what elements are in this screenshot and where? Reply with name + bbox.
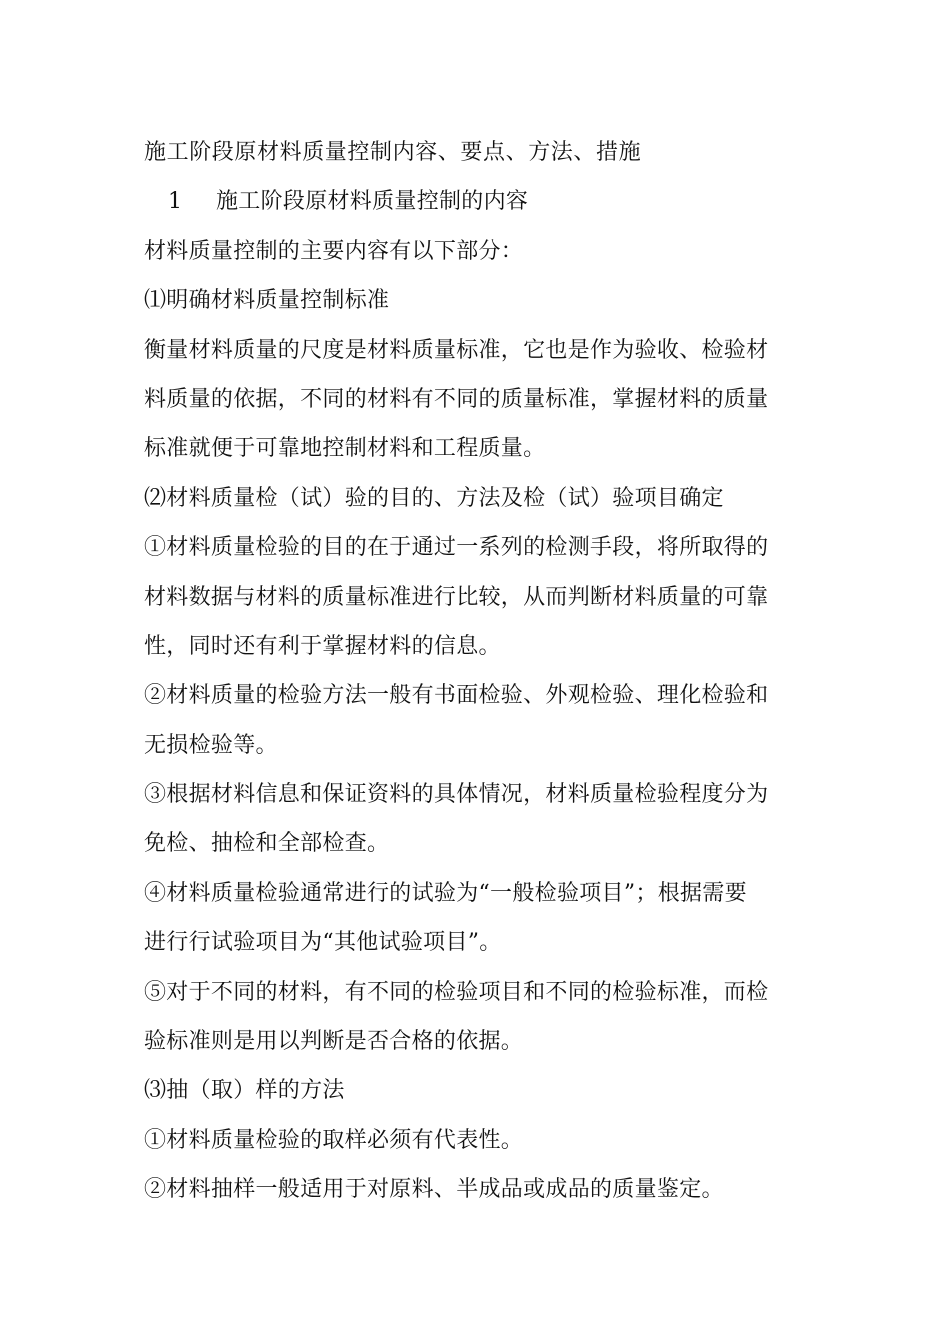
paragraph-line: ②材料抽样一般适用于对原料、半成品或成品的质量鉴定。	[144, 1177, 724, 1203]
paragraph-line: 材料质量控制的主要内容有以下部分：	[144, 238, 524, 264]
paragraph-line: 标准就便于可靠地控制材料和工程质量。	[144, 436, 546, 462]
section-heading	[144, 177, 812, 226]
paragraph-line: ①材料质量检验的取样必须有代表性。	[144, 1127, 524, 1153]
paragraph-line: ①材料质量检验的目的在于通过一系列的检测手段，将所取得的	[144, 535, 769, 561]
paragraph-line: 免检、抽检和全部检查。	[144, 831, 390, 857]
paragraph-line: ④材料质量检验通常进行的试验为“一般检验项目”；根据需要	[144, 880, 747, 906]
section-number: 1	[168, 189, 183, 215]
subheading-line: ⑶抽（取）样的方法	[144, 1078, 345, 1104]
subheading-line: ⑵材料质量检（试）验的目的、方法及检（试）验项目确定	[144, 485, 724, 511]
paragraph-line: 衡量材料质量的尺度是材料质量标准，它也是作为验收、检验材	[144, 337, 769, 363]
paragraph-line: ②材料质量的检验方法一般有书面检验、外观检验、理化检验和	[144, 683, 769, 709]
document-title: 施工阶段原材料质量控制内容、要点、方法、措施	[144, 140, 642, 165]
paragraph-line: 料质量的依据，不同的材料有不同的质量标准，掌握材料的质量	[144, 386, 769, 412]
paragraph-line: 无损检验等。	[144, 732, 278, 758]
paragraph-line: 材料数据与材料的质量标准进行比较，从而判断材料质量的可靠	[144, 584, 769, 610]
document-body	[144, 128, 812, 1215]
paragraph-line: 进行行试验项目为“其他试验项目”。	[144, 930, 502, 956]
paragraph-line: ⑤对于不同的材料，有不同的检验项目和不同的检验标准，而检	[144, 979, 769, 1005]
paragraph-line: 验标准则是用以判断是否合格的依据。	[144, 1029, 524, 1055]
paragraph-line: 性，同时还有利于掌握材料的信息。	[144, 633, 501, 659]
paragraph-line: ③根据材料信息和保证资料的具体情况，材料质量检验程度分为	[144, 782, 769, 808]
section-heading-text: 施工阶段原材料质量控制的内容	[216, 189, 529, 215]
subheading-line: ⑴明确材料质量控制标准	[144, 288, 390, 314]
